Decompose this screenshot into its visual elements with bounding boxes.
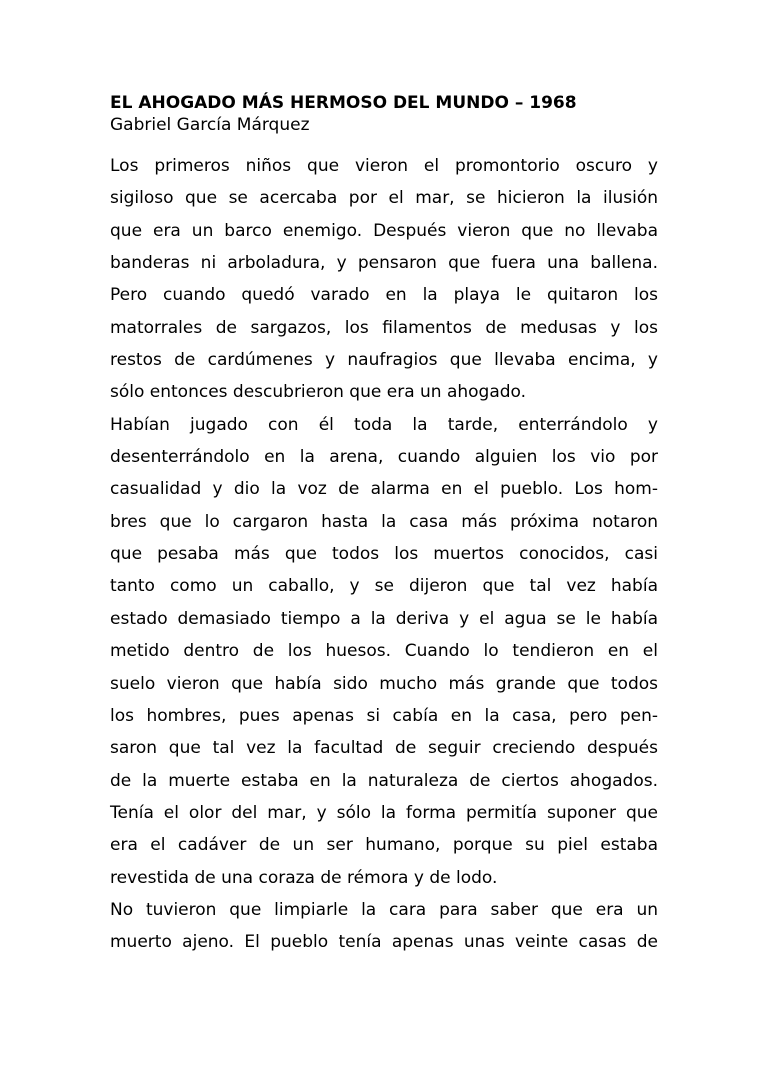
text-line: revestida de una coraza de rémora y de lodo. (110, 867, 498, 888)
story-author: Gabriel García Márquez (110, 115, 310, 135)
text-line: No tuvieron que limpiarle la cara para saber que era un (110, 899, 658, 920)
text-line: sólo entonces descubrieron que era un ahogado. (110, 382, 527, 403)
text-line: muerto ajeno. El pueblo tenía apenas unas veinte casas de (110, 932, 658, 953)
text-line: metido dentro de los huesos. Cuando lo tendieron en el (110, 641, 658, 662)
document-page (110, 92, 658, 959)
text-line: restos de cardúmenes y naufragios que llevaba encima, y (110, 350, 658, 371)
text-line: desenterrándolo en la arena, cuando alguien los vio por (110, 447, 658, 468)
text-line: matorrales de sargazos, los filamentos de medusas y los (110, 317, 658, 338)
text-line: sigiloso que se acercaba por el mar, se hicieron la ilusión (110, 188, 658, 209)
text-line: que pesaba más que todos los muertos conocidos, casi (110, 544, 658, 565)
text-line: suelo vieron que había sido mucho más grande que todos (110, 673, 658, 694)
text-line: estado demasiado tiempo a la deriva y el agua se le había (110, 608, 658, 629)
text-line: tanto como un caballo, y se dijeron que tal vez había (110, 576, 658, 597)
paragraph-3 (110, 894, 658, 959)
text-line: los hombres, pues apenas si cabía en la casa, pero pen- (110, 705, 658, 726)
text-line: de la muerte estaba en la naturaleza de ciertos ahogados. (110, 770, 658, 791)
text-line: casualidad y dio la voz de alarma en el pueblo. Los hom- (110, 479, 658, 500)
text-line: era el cadáver de un ser humano, porque su piel estaba (110, 835, 658, 856)
text-line: saron que tal vez la facultad de seguir creciendo después (110, 738, 658, 759)
text-line: banderas ni arboladura, y pensaron que fuera una ballena. (110, 253, 658, 274)
paragraph-2 (110, 409, 658, 894)
story-title: EL AHOGADO MÁS HERMOSO DEL MUNDO – 1968 (110, 93, 577, 113)
paragraph-1 (110, 150, 658, 409)
text-line: que era un barco enemigo. Después vieron que no llevaba (110, 220, 658, 241)
text-line: Habían jugado con él toda la tarde, enterrándolo y (110, 414, 658, 435)
text-line: Los primeros niños que vieron el promontorio oscuro y (110, 156, 658, 176)
text-line: bres que lo cargaron hasta la casa más próxima notaron (110, 511, 658, 532)
text-line: Tenía el olor del mar, y sólo la forma permitía suponer que (110, 802, 658, 823)
text-line: Pero cuando quedó varado en la playa le quitaron los (110, 285, 658, 306)
